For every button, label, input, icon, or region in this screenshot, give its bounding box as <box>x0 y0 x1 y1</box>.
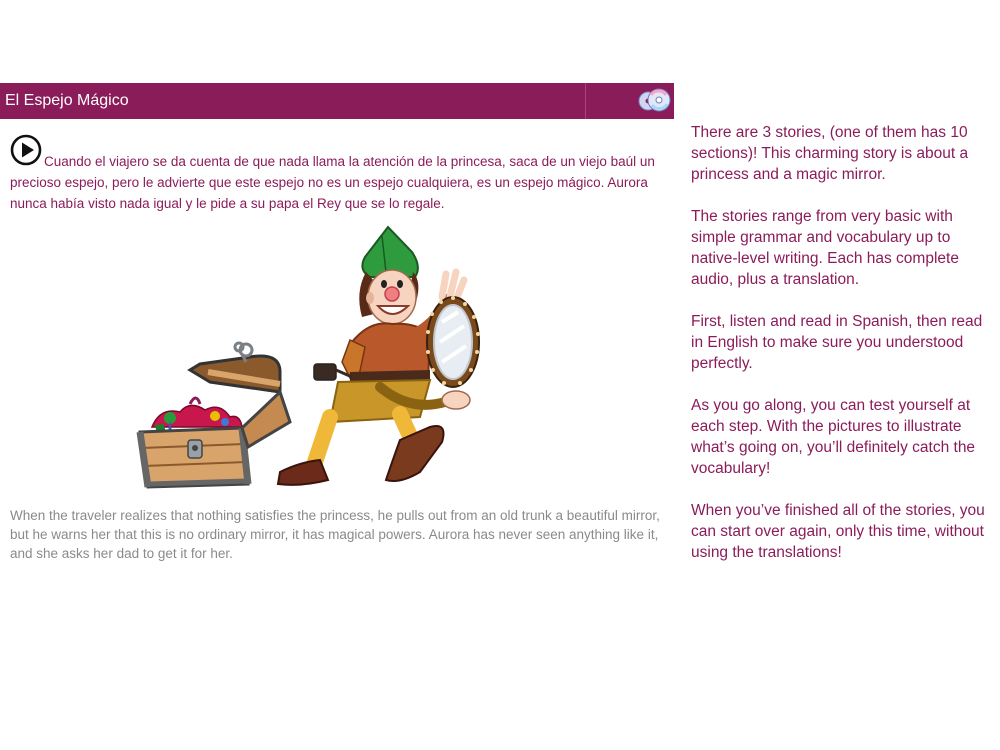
description-paragraph: When you’ve finished all of the stories, you can start over again, only this time, without using the translations! <box>691 502 985 561</box>
description-paragraph: First, listen and read in Spanish, then read in English to make sure you understood perfectly. <box>691 313 983 372</box>
traveler-character <box>278 227 480 485</box>
title-bar-divider <box>585 83 586 119</box>
story-title: El Espejo Mágico <box>5 92 129 109</box>
disc-icon[interactable] <box>636 87 672 115</box>
description-paragraph: There are 3 stories, (one of them has 10 sections)! This charming story is about a princess and a magic mirror. <box>691 124 969 183</box>
spanish-story-text: Cuando el viajero se da cuenta de que nada llama la atención de la princesa, saca de un viejo baúl un precioso espejo, pero le advierte que este espejo no es un espejo cualquiera, es un espejo mágico. Aurora nunca había visto nada igual y le pide a su papa el Rey que se lo regale. <box>10 154 655 211</box>
english-translation-text: When the traveler realizes that nothing satisfies the princess, he pulls out from an old trunk a beautiful mirror, but he warns her that this is no ordinary mirror, it has magical powers. Aurora has never seen anything like it, and she asks her dad to get it for her. <box>10 508 660 561</box>
treasure-chest <box>140 343 290 487</box>
description-paragraph: As you go along, you can test yourself at each step. With the pictures to illustrate what’s going on, you’ll definitely catch the vocabulary! <box>691 397 976 477</box>
description-paragraph: The stories range from very basic with simple grammar and vocabulary up to native-level writing. Each has complete audio, plus a translation. <box>691 208 959 288</box>
description-panel <box>691 122 993 584</box>
story-illustration <box>130 222 500 497</box>
story-title-bar <box>0 83 674 119</box>
